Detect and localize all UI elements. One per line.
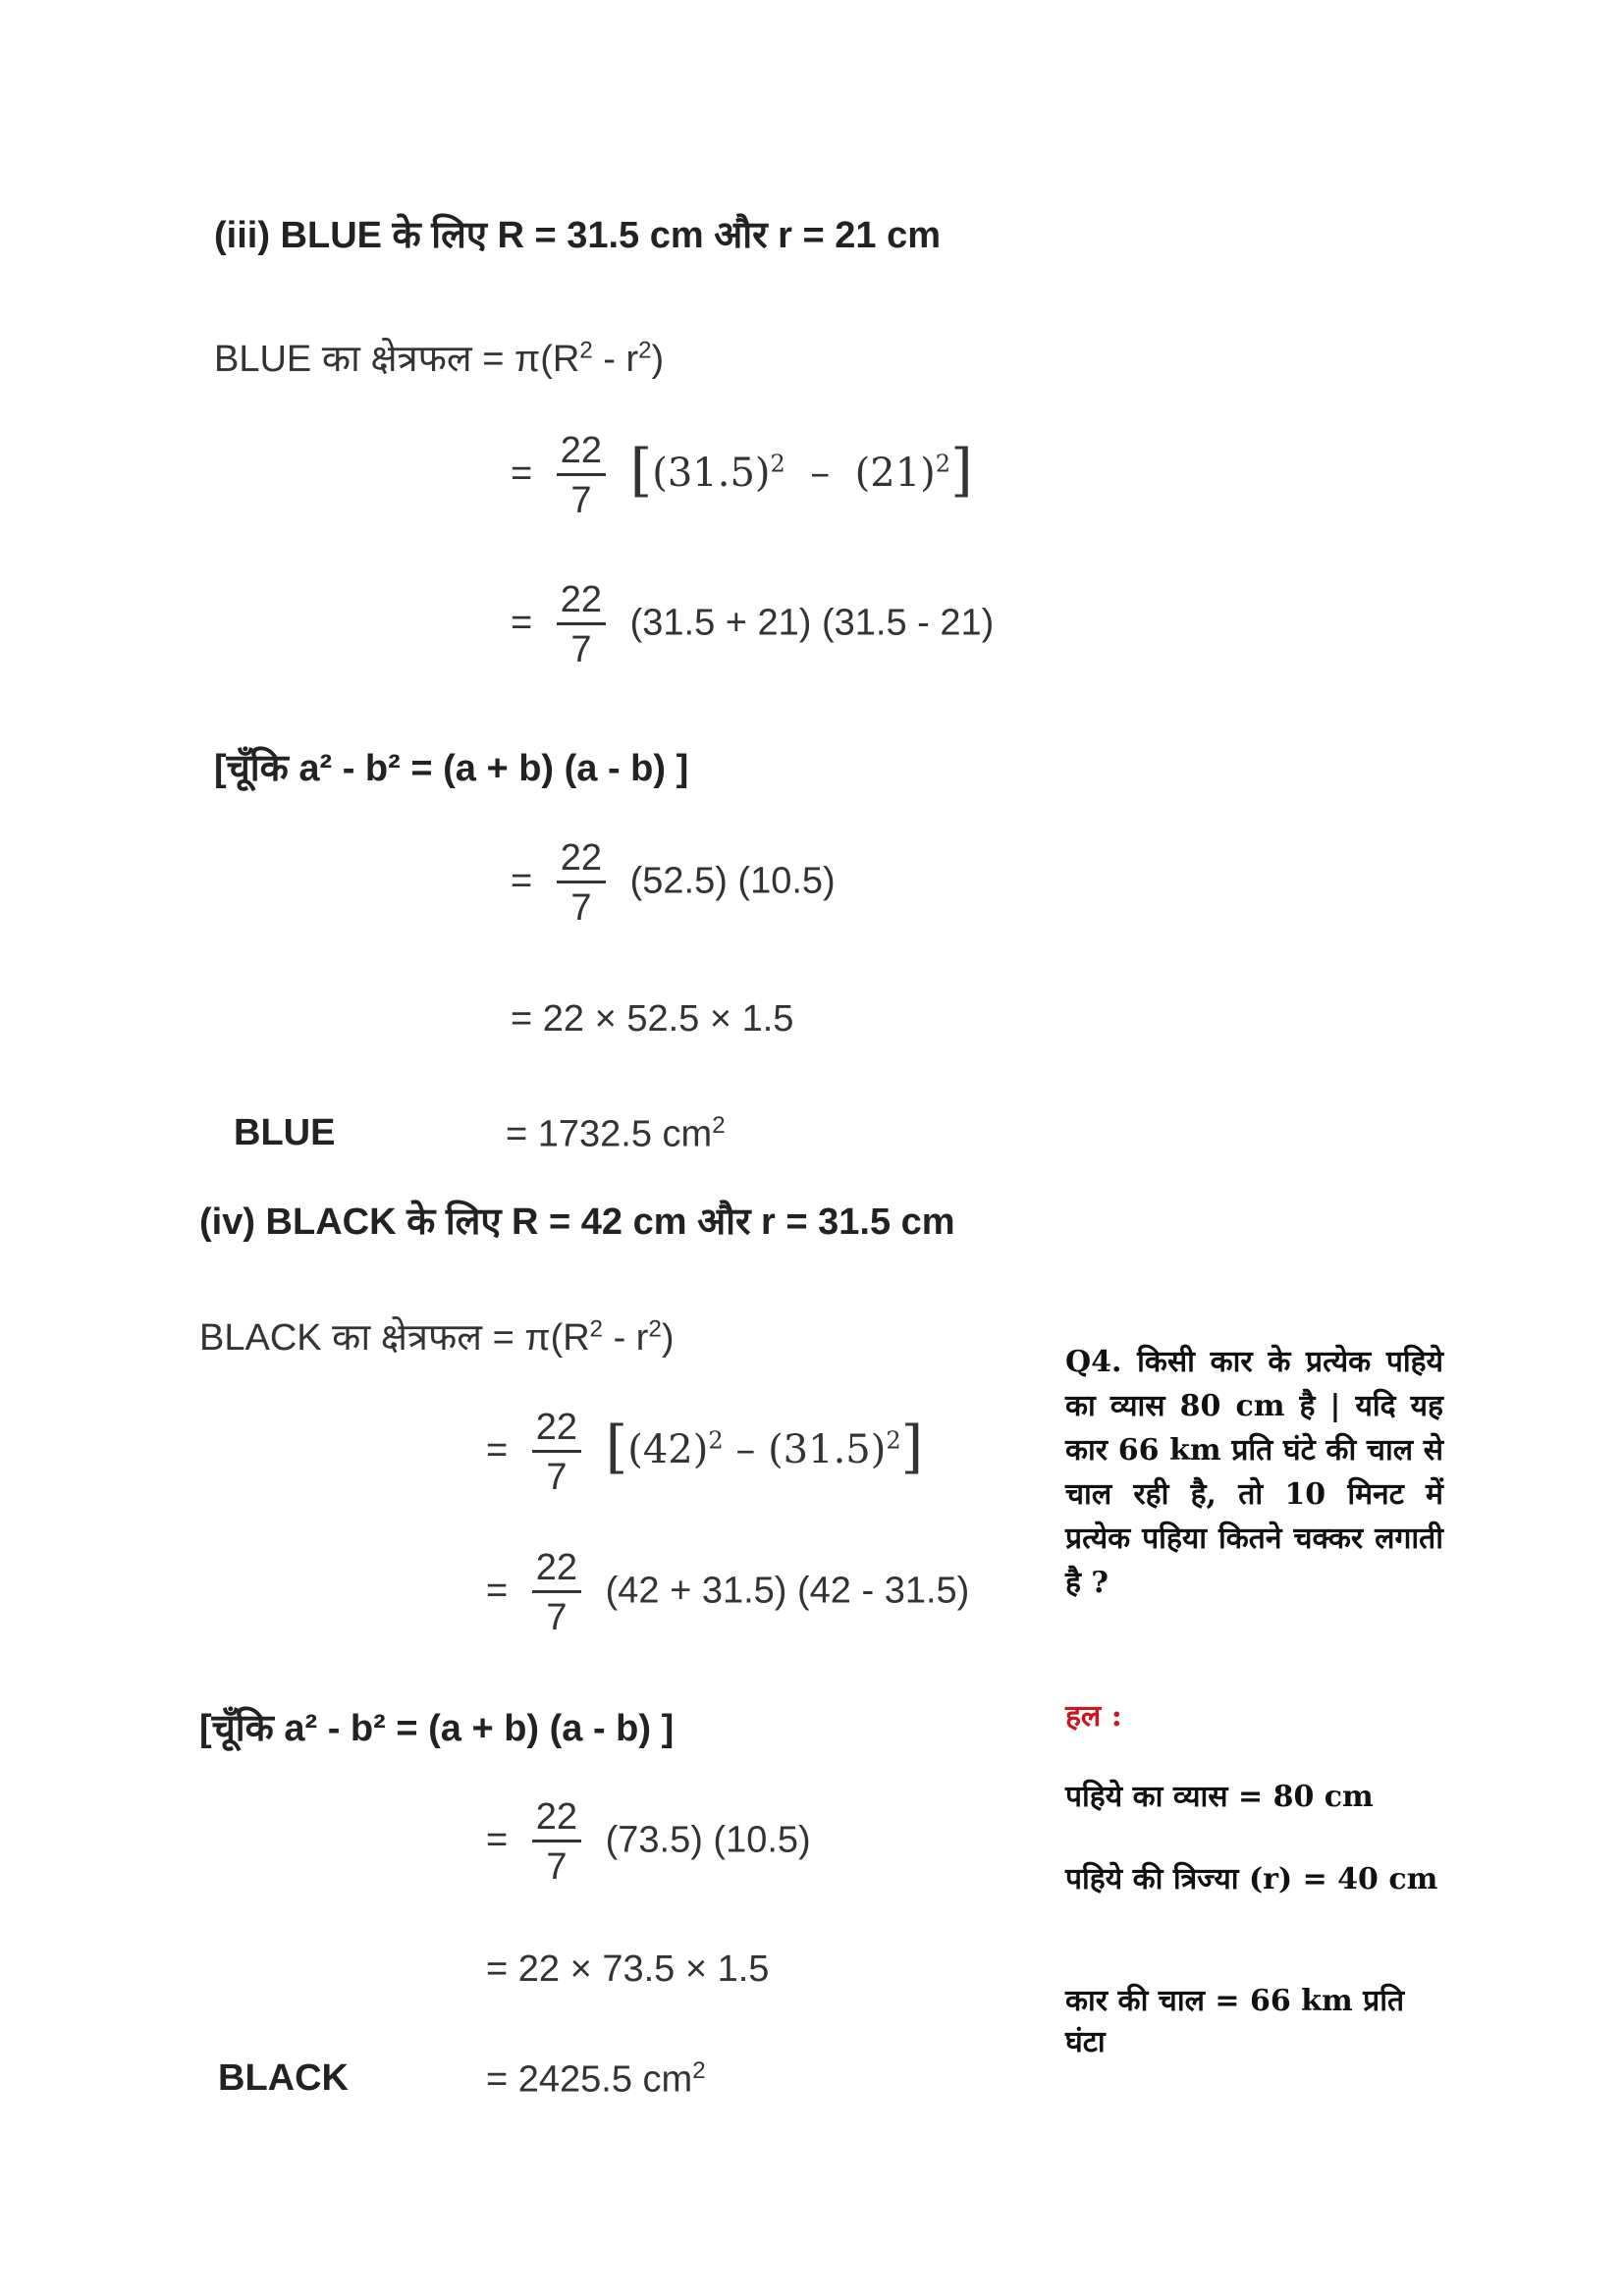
equals-sign: =: [511, 860, 533, 902]
solution-label: हल :: [1065, 1699, 1122, 1734]
fraction-numerator: 22: [557, 432, 606, 476]
equals-sign: =: [511, 453, 533, 495]
black-result-value: [486, 2057, 706, 2102]
fraction-denominator: 7: [546, 1846, 568, 1888]
equals-sign: =: [486, 1819, 509, 1861]
fraction-22-7: [532, 1409, 581, 1496]
black-area-label: BLACK का क्षेत्रफल = π(R: [199, 1317, 590, 1359]
blue-area-formula: [214, 332, 664, 383]
black-step-3: [486, 1798, 811, 1886]
step-expression: (73.5) (10.5): [605, 1819, 811, 1861]
blue-bracket-expr: $[(31.5)^2 - (21)^2]$: [629, 436, 973, 504]
q4-question: Q4. किसी कार के प्रत्येक पहिये का व्यास 80 cm है | यदि यह कार 66 km प्रति घंटे की चाल से चाल रही है, तो 10 मिनट में प्रत्येक पहिया कितने चक्कर लगाती है ?: [1065, 1345, 1443, 1600]
step-expression: (31.5 + 21) (31.5 - 21): [629, 602, 995, 644]
fraction-denominator: 7: [570, 480, 592, 521]
blue-step-4: = 22 × 52.5 × 1.5: [511, 998, 794, 1040]
equals-sign: =: [486, 1429, 509, 1471]
identity-note-iii: [चूँकि a² - b² = (a + b) (a - b) ]: [214, 748, 689, 789]
term-a: (31.5): [652, 450, 771, 496]
step-expression: (42 + 31.5) (42 - 31.5): [605, 1570, 970, 1612]
formula-part: ): [661, 1317, 675, 1359]
equals-sign: =: [486, 1570, 509, 1612]
fraction-denominator: 7: [570, 629, 592, 670]
black-step-1: [486, 1409, 923, 1496]
exponent: 2: [712, 1112, 726, 1139]
exponent: 2: [579, 337, 593, 364]
section-iii-heading: (iii) BLUE के लिए R = 31.5 cm और r = 21 cm: [214, 215, 942, 256]
fraction-22-7: [557, 432, 606, 519]
black-step-2: [486, 1549, 969, 1636]
exponent: 2: [708, 1426, 724, 1455]
result-text: = 2425.5 cm: [486, 2058, 693, 2101]
fraction-numerator: 22: [557, 839, 606, 883]
identity-note-iv: [चूँकि a² - b² = (a + b) (a - b) ]: [199, 1708, 675, 1749]
fraction-denominator: 7: [546, 1457, 568, 1498]
blue-result-value: [506, 1112, 726, 1156]
exponent: 2: [692, 2057, 706, 2084]
exponent: 2: [589, 1315, 604, 1343]
exponent: 2: [770, 450, 785, 478]
term-b: (31.5): [768, 1426, 887, 1472]
exponent: 2: [638, 337, 652, 364]
wheel-diameter-line: पहिये का व्यास = 80 cm: [1065, 1780, 1374, 1814]
formula-part: - r: [592, 339, 639, 380]
fraction-numerator: 22: [532, 1409, 581, 1453]
fraction-22-7: [532, 1798, 581, 1886]
fraction-22-7: [557, 581, 606, 668]
blue-result-label: BLUE: [234, 1112, 336, 1153]
black-step-4: = 22 × 73.5 × 1.5: [486, 1949, 770, 1990]
formula-part: ): [651, 339, 665, 380]
fraction-denominator: 7: [546, 1597, 568, 1638]
black-area-formula: [199, 1310, 674, 1362]
exponent: 2: [935, 450, 951, 478]
fraction-numerator: 22: [532, 1549, 581, 1593]
fraction-numerator: 22: [557, 581, 606, 625]
term-b: (21): [854, 450, 936, 496]
equals-sign: =: [511, 602, 533, 644]
step-expression: (52.5) (10.5): [629, 860, 836, 902]
blue-step-1: [511, 432, 973, 519]
blue-area-label: BLUE का क्षेत्रफल = π(R: [214, 339, 580, 380]
fraction-denominator: 7: [570, 887, 592, 929]
blue-step-3: [511, 839, 836, 927]
black-bracket-expr: $[(42)^2 - (31.5)^2]$: [605, 1413, 924, 1480]
fraction-22-7: [532, 1549, 581, 1636]
blue-step-2: [511, 581, 994, 668]
result-text: = 1732.5 cm: [506, 1113, 713, 1155]
wheel-radius-line: पहिये की त्रिज्या (r) = 40 cm: [1065, 1862, 1438, 1896]
section-iv-heading: (iv) BLACK के लिए R = 42 cm और r = 31.5 cm: [199, 1201, 955, 1243]
term-a: (42): [627, 1426, 709, 1472]
exponent: 2: [886, 1426, 901, 1455]
black-result-label: BLACK: [218, 2057, 349, 2099]
fraction-numerator: 22: [532, 1798, 581, 1842]
formula-part: - r: [603, 1317, 649, 1359]
car-speed-line: कार की चाल = 66 km प्रति घंटा: [1065, 1984, 1405, 2059]
exponent: 2: [648, 1315, 662, 1343]
fraction-22-7: [557, 839, 606, 927]
